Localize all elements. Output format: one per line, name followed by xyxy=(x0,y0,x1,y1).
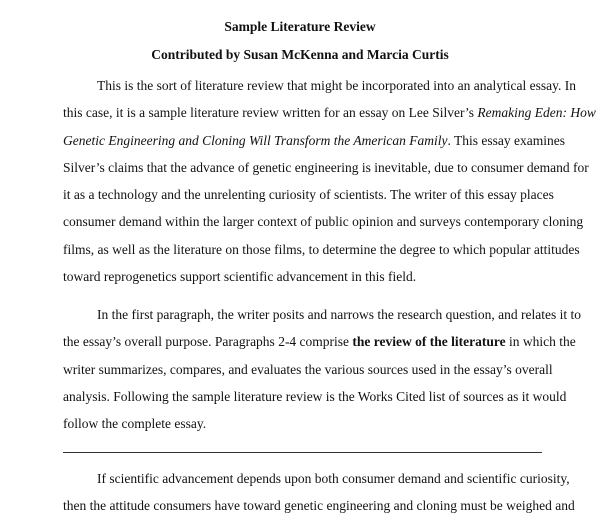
book-title-italic: Remaking Eden: How xyxy=(477,105,596,121)
line-text: the essay’s overall purpose. Paragraphs 2-4 comprise xyxy=(63,334,353,350)
paragraph-line: films, as well as the literature on those films, to determine the degree to which popular attitudes xyxy=(63,241,580,257)
paragraph-intro xyxy=(63,72,596,290)
paragraph-line: analysis. Following the sample literature review is the Works Cited list of sources as it would xyxy=(63,388,567,404)
paragraph-explanation xyxy=(63,301,581,437)
paragraph-line: then the attitude consumers have toward genetic engineering and cloning must be weighed and xyxy=(63,498,575,514)
paragraph-line: toward reprogenetics support scientific advancement in this field. xyxy=(63,269,417,285)
paragraph-line: Silver’s claims that the advance of genetic engineering is inevitable, due to consumer demand for xyxy=(63,159,589,175)
bold-phrase: the review of the literature xyxy=(352,334,506,350)
book-title-italic: Genetic Engineering and Cloning Will Transform the American Family xyxy=(63,132,448,148)
line-text: this case, it is a sample literature review written for an essay on Lee Silver’s xyxy=(63,105,478,121)
line-text: . This essay examines xyxy=(447,132,565,148)
paragraph-line: If scientific advancement depends upon both consumer demand and scientific curiosity, xyxy=(97,471,570,486)
paragraph-line xyxy=(63,99,596,126)
paragraph-line xyxy=(63,127,565,154)
line-text: in which the xyxy=(505,334,576,350)
document-title: Sample Literature Review xyxy=(224,19,376,34)
paragraph-line: it as a technology and the unrelenting curiosity of scientists. The writer of this essay places xyxy=(63,187,554,203)
paragraph-line: In the first paragraph, the writer posits and narrows the research question, and relates it to xyxy=(97,307,581,322)
paragraph-line: follow the complete essay. xyxy=(63,416,207,432)
horizontal-divider xyxy=(63,452,542,453)
document-byline: Contributed by Susan McKenna and Marcia Curtis xyxy=(151,47,449,62)
paragraph-line: This is the sort of literature review that might be incorporated into an analytical essay. In xyxy=(97,78,576,93)
paragraph-review-start xyxy=(63,465,575,520)
paragraph-line xyxy=(63,328,576,355)
paragraph-line: consumer demand within the larger context of public opinion and surveys contemporary cloning xyxy=(63,214,584,230)
paragraph-line: writer summarizes, compares, and evaluates the various sources used in the essay’s overall xyxy=(63,361,553,377)
